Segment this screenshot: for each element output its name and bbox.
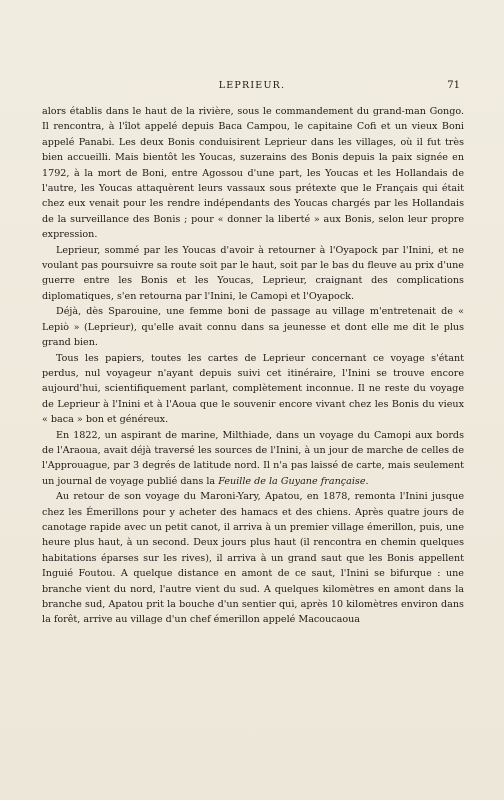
running-title: LEPRIEUR. xyxy=(218,80,286,91)
page-header xyxy=(44,80,460,98)
paragraph-2: Leprieur, sommé par les Youcas d'avoir à retourner à l'Oyapock par l'Inini, et ne voulant pas poursuivre sa route soit par le haut, soit par le bas du fleuve au prix d'une guerre entre les Bonis et les Youcas, Leprieur, craignant des complications diplomatiques, s'en retourna par l'Inini, le Camopi et l'Oyapock. xyxy=(42,244,464,302)
paragraph-4: Tous les papiers, toutes les cartes de Leprieur concernant ce voyage s'étant perdus, nul voyageur n'ayant depuis suivi cet itinéraire, l'Inini se trouve encore aujourd'hui, scientifiquement parlant, complètement inconnue. Il ne reste du voyage de Leprieur à l'Inini et à l'Aoua que le souvenir encore vivant chez les Bonis du vieux « baca » bon et généreux. xyxy=(42,352,464,426)
paragraph-5-end: . xyxy=(365,475,369,487)
paragraph-1: alors établis dans le haut de la rivière, sous le commandement du grand-man Gongo. Il rencontra, à l'îlot appelé depuis Baca Campou, le capitaine Cofi et un vieux Boni appelé Panabi. Les deux Bonis conduisirent Leprieur dans les villages, où il fut très bien accueilli. Mais bientôt les Youcas, suzerains des Bonis depuis la paix signée en 1792, à la mort de Boni, entre Agossou d'une part, les Youcas et les Hollandais de l'autre, les Youcas attaquèrent leurs vassaux sous prétexte que le Français qui était chez eux venait pour les rendre indépendants des Youcas chargés par les Hollandais de la surveillance des Bonis ; pour « donner la liberté » aux Bonis, selon leur propre expression. xyxy=(42,106,464,241)
paragraph-3: Déjà, dès Sparouine, une femme boni de passage au village m'entretenait de « Lepiò » (Leprieur), qu'elle avait connu dans sa jeunesse et dont elle me dit le plus grand bien. xyxy=(42,306,464,349)
page-number: 71 xyxy=(447,80,460,91)
paragraph-6: Au retour de son voyage du Maroni-Yary, Apatou, en 1878, remonta l'Inini jusque chez les Émerillons pour y acheter des hamacs et des chiens. Après quatre jours de canotage rapide avec un petit canot, il arriva à un premier village émerillon, puis, une heure plus haut, à un second. Deux jours plus haut (il rencontra en chemin quelques habitations éparses sur les rives), il arriva à un grand saut que les Bonis appellent Inguié Foutou. A quelque distance en amont de ce saut, l'Inini se bifurque : une branche vient du nord, l'autre vient du sud. A quelques kilomètres en amont dans la branche sud, Apatou prit la bouche d'un sentier qui, après 10 kilomètres environ dans la forêt, arrive au village d'un chef émerillon appelé Macoucaoua xyxy=(42,491,464,626)
paragraph-5-text: En 1822, un aspirant de marine, Milthiade, dans un voyage du Camopi aux bords de l'Araoua, avait déjà traversé les sources de l'Inini, à un jour de marche de celles de l'Approuague, par 3 degrés de latitude nord. Il n'a pas laissé de carte, mais seulement un journal de voyage publié dans la xyxy=(42,429,464,487)
paragraph-5 xyxy=(42,428,464,490)
body-text xyxy=(42,104,464,628)
journal-title: Feuille de la Guyane française xyxy=(218,475,366,487)
